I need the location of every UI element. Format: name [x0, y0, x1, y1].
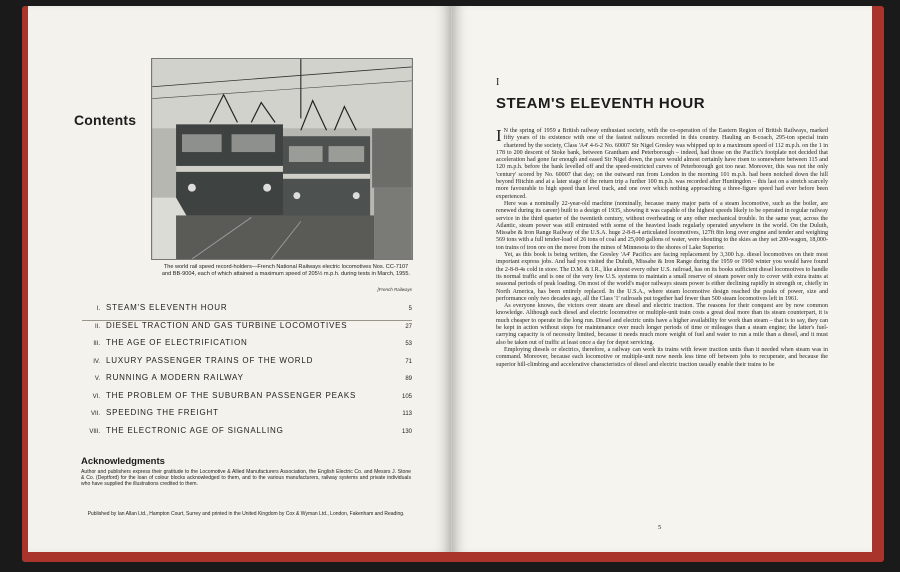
toc-entry[interactable]: [82, 426, 412, 444]
toc-entry-number: IV.: [93, 358, 100, 365]
acknowledgments-text: Author and publishers express their gratitude to the Locomotive & Allied Manufacturers Association, the English Electric Co. and Messrs J. Stone & Co. (Deptford) for the loan of colour blocks acknowledged to them, and to the various manufacturers, railway systems and private individuals who have supplied the illustrations credited to them.: [81, 469, 411, 488]
left-page: [28, 6, 452, 552]
contents-heading: Contents: [74, 112, 137, 128]
toc-entry-number: V.: [94, 376, 100, 382]
chapter-title: STEAM'S ELEVENTH HOUR: [496, 95, 706, 112]
page-number: 5: [658, 524, 662, 531]
toc-entry-number: VII.: [90, 411, 100, 417]
body-paragraph: Employing diesels or electrics, therefore, a railway can work its trains with fewer traction units than it needed when steam was in command. Moreover, because each locomotive or multiple-unit now needs less time off between jobs to recuperate, and because the superior hill-climbing and accelerative characteristics of diesel and electric traction usually enable their trains to be: [496, 346, 828, 368]
toc-entry-page: 105: [401, 393, 412, 400]
chapter-body: [496, 128, 828, 369]
toc-entry-title: SPEEDING THE FREIGHT: [106, 408, 219, 417]
body-paragraph: As everyone knows, the victors over steam are diesel and electric traction. The reasons for their conquest are by now common knowledge. Although each diesel and electric locomotive or multiple-unit train costs a great deal more than its steam counterpart, it is much cheaper to operate in the long run. Diesel and electric units have a higher availability for work than steam – that is to say, they can be kept in action without stops for maintenance over much longer periods of time or mileages than a steam engine; the latter's fuel-carrying capacity is of necessity limited, because it needs much more weight of fuel and water to run a mile than a diesel, and it must also be taken out of traffic at least once a day for depot servicing.: [496, 303, 828, 346]
acknowledgments-heading: Acknowledgments: [81, 456, 165, 467]
toc-entry-page: 53: [405, 341, 412, 347]
toc-entry-number: VI.: [92, 393, 100, 400]
toc-entry[interactable]: [82, 408, 412, 426]
toc-entry-page: 71: [405, 358, 412, 365]
publisher-imprint: Published by Ian Allan Ltd., Hampton Court, Surrey and printed in the United Kingdom by Cox & Wyman Ltd., London, Fakenham and Reading.: [87, 511, 405, 517]
drop-cap: I: [496, 126, 502, 145]
locomotives-photo-illustration: [152, 59, 412, 259]
toc-entry[interactable]: [82, 321, 412, 339]
toc-entry-title: THE ELECTRONIC AGE OF SIGNALLING: [106, 425, 284, 435]
toc-entry-number: II.: [94, 323, 100, 330]
toc-entry-page: 27: [405, 323, 412, 330]
body-paragraph: Here was a nominally 22-year-old machine (nominally, because many major parts of a steam locomotive, such as the boiler, are renewed during its career) built to a design of 1935, showing it was capable of the highest speeds likely to be operated in regular railway service in the third quarter of the twentieth century, without overheating or any other mechanical trouble. In the same year, across the Atlantic, steam power was still entrusted with some of the heaviest loads regularly operated anywhere in the world. On the Duluth, Missabe & Iron Range Railway of the U.S.A. huge 2-8-8-4 articulated locomotives, 127ft 8in long over engine and tender and weighing 569 tons with a full tender-load of 26 tons of coal and 25,000 gallons of water, were shouting to the skies as they set 200-wagon, 18,000-ton trains of iron ore on the move from the mines of Minnesota to the shores of Lake Superior.: [496, 200, 828, 251]
toc-entry-number: III.: [93, 341, 100, 347]
toc-entry-page: 130: [401, 428, 412, 435]
toc-entry[interactable]: [82, 303, 412, 321]
toc-entry[interactable]: [82, 373, 412, 391]
toc-entry[interactable]: [82, 391, 412, 409]
table-of-contents: [82, 303, 412, 443]
toc-entry-title: STEAM'S ELEVENTH HOUR: [106, 303, 228, 312]
toc-entry-title: RUNNING A MODERN RAILWAY: [106, 373, 244, 382]
toc-entry-page: 5: [408, 306, 412, 312]
toc-entry-title: DIESEL TRACTION AND GAS TURBINE LOCOMOTIVES: [106, 320, 348, 330]
toc-entry-number: I.: [96, 306, 100, 312]
toc-entry-page: 89: [405, 376, 412, 382]
right-page: [452, 6, 872, 552]
toc-entry-title: THE AGE OF ELECTRIFICATION: [106, 338, 248, 347]
toc-entry-title: THE PROBLEM OF THE SUBURBAN PASSENGER PEAKS: [106, 390, 357, 400]
body-paragraph: [496, 128, 828, 201]
paragraph-text: N the spring of 1959 a British railway enthusiast society, with the co-operation of the Eastern Region of British Railways, marked fifty years of its existence with one of the fastest railtours recorded in this country. Hauling an 8-coach, 295-ton special train chartered by the society, Class 'A4' 4-6-2 No. 60007 Sir Nigel Gresley was whipped up to a maximum speed of 112 m.p.h. on the 1 in 178 to 200 descent of Stoke bank, between Grantham and Peterborough – indeed, had those on the Pacific's footplate not decided that acceleration had gone far enough and eased Sir Nigel down, the pace would almost certainly have risen to somewhere between 115 and 120 m.p.h. before the bank levelled off and the speed-restricted curves of Peterborough got too near. Moreover, this was not the only 'century' scored by No. 60007 that day; on the outward run from London in the morning 101 m.p.h. had been notched down the hill beyond Hitchin and at a later stage of the return trip a further 100 m.p.h. was recorded after Huntingdon – this last on a stretch scarcely more favourable to high speed than level track, and one over which nothing approaching a three-figure speed had ever before been experienced.: [496, 128, 828, 200]
locomotives-photo: [151, 58, 413, 260]
toc-entry-page: 113: [402, 411, 412, 417]
toc-entry[interactable]: [82, 338, 412, 356]
photo-credit: [French Railways: [377, 287, 412, 292]
chapter-number: I: [496, 77, 500, 88]
toc-entry[interactable]: [82, 356, 412, 374]
body-paragraph: Yet, as this book is being written, the Gresley 'A4' Pacifics are facing replacement by 3,300 h.p. diesel locomotives on their most important express jobs. And had you visited the Duluth, Missabe & Iron Range during the 1959 or 1960 winter you would have found the 2-8-8-4s cold in store. The D.M. & I.R., like almost every other U.S. railroad, has on its books sufficient diesel locomotives to handle its normal traffic and is one of the very few U.S. systems to maintain a small reserve of steam power only to cover with extra trains at seasonal periods of peak loading. On most of the world's major railways steam power is either declining rapidly in strength or, chiefly in North America, has been entirely replaced. In the U.S.A., where steam locomotive design reached the peaks of power, size and performance only two decades ago, all the Class '1' railroads put together had fewer than 500 steam locomotives left in 1961.: [496, 252, 828, 302]
toc-entry-title: LUXURY PASSENGER TRAINS OF THE WORLD: [106, 355, 314, 365]
photo-caption: The world rail speed record-holders—French National Railways electric locomotives Nos. CC-7107 and BB-9004, each of which attained a maximum speed of 205½ m.p.h. during tests in March, 1955.: [161, 264, 411, 277]
toc-entry-number: VIII.: [89, 428, 100, 435]
